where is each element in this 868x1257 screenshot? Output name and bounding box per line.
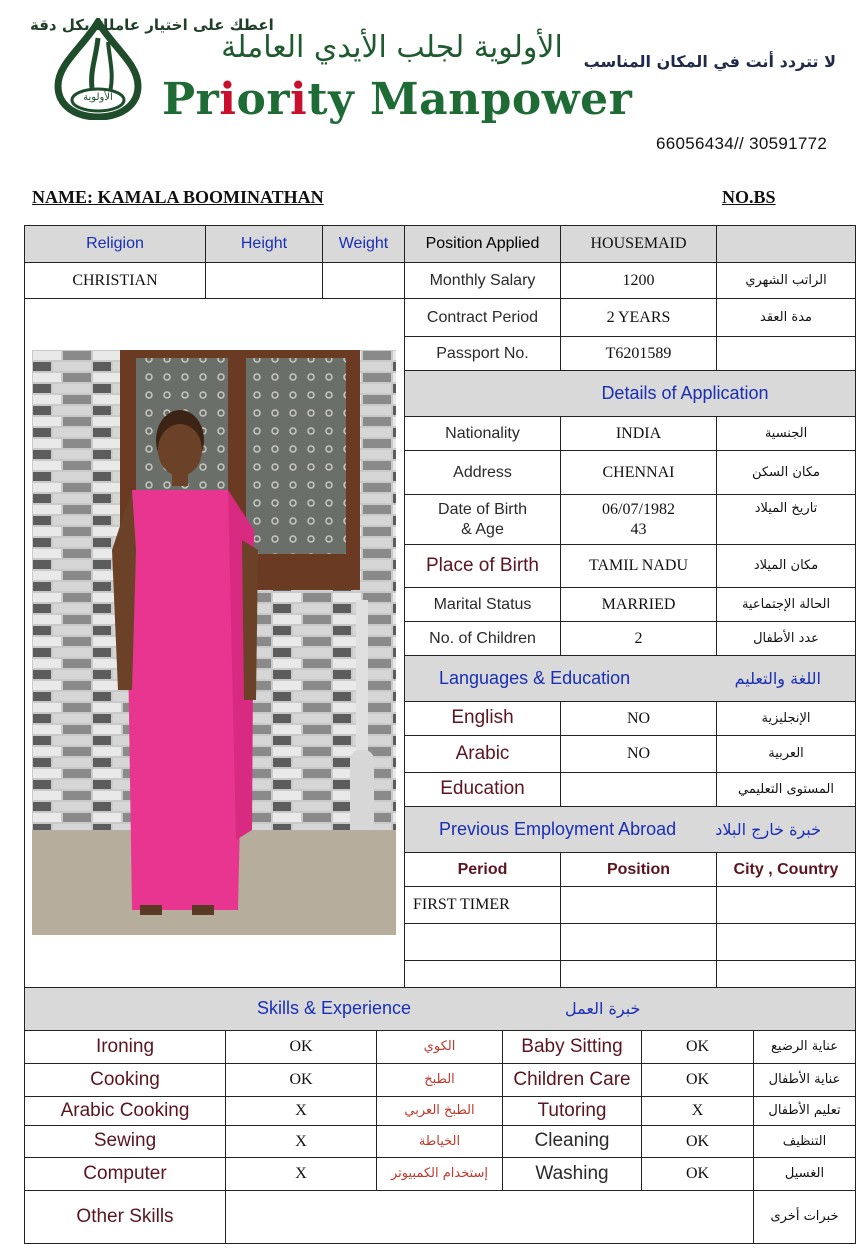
arabic-label: Arabic <box>404 735 561 773</box>
dob-label-line2: & Age <box>461 520 504 538</box>
marital-label: Marital Status <box>404 587 561 622</box>
passport-value: T6201589 <box>560 336 717 371</box>
skill-tutoring-value: X <box>641 1096 754 1126</box>
header-tagline: اعطك على اختيار عاملك بكل دقة <box>30 16 274 34</box>
dob-label-line1: Date of Birth <box>438 501 527 519</box>
nationality-arabic: الجنسية <box>716 416 856 451</box>
education-value <box>560 772 717 807</box>
brand-part-accent: i <box>219 74 237 125</box>
employment-header <box>404 806 856 853</box>
nationality-label: Nationality <box>404 416 561 451</box>
english-arabic: الإنجليزية <box>716 701 856 736</box>
languages-header <box>404 655 856 702</box>
slogan: لا تتردد أنت في المكان المناسب <box>583 52 836 71</box>
skill-childcare-arabic: عناية الأطفال <box>753 1063 856 1097</box>
education-label: Education <box>404 772 561 807</box>
employment-row-position <box>560 886 717 924</box>
skill-tutoring-arabic: تعليم الأطفال <box>753 1096 856 1126</box>
logo-drop-icon <box>52 18 144 120</box>
skill-arabic-cooking-arabic: الطبخ العربي <box>376 1096 503 1126</box>
english-label: English <box>404 701 561 736</box>
skill-washing-value: OK <box>641 1157 754 1191</box>
skill-washing-label: Washing <box>502 1157 642 1191</box>
height-value <box>205 262 323 299</box>
employment-title: Previous Employment Abroad <box>439 818 677 839</box>
marital-value: MARRIED <box>560 587 717 622</box>
salary-arabic: الراتب الشهري <box>716 262 856 299</box>
details-title: Details of Application <box>404 370 856 417</box>
birthplace-arabic: مكان الميلاد <box>716 544 856 588</box>
address-arabic: مكان السكن <box>716 450 856 495</box>
employment-position-header: Position <box>560 852 717 887</box>
children-value: 2 <box>560 621 717 656</box>
employment-city-header: City , Country <box>716 852 856 887</box>
logo-text: الأولوية <box>83 92 113 103</box>
birthplace-label: Place of Birth <box>404 544 561 588</box>
religion-header: Religion <box>24 225 206 263</box>
contract-arabic: مدة العقد <box>716 298 856 337</box>
candidate-number: NO.BS <box>722 187 776 207</box>
children-label: No. of Children <box>404 621 561 656</box>
skill-babysitting-value: OK <box>641 1030 754 1064</box>
address-value: CHENNAI <box>560 450 717 495</box>
skill-childcare-label: Children Care <box>502 1063 642 1097</box>
brand-name-arabic: الأولوية لجلب الأيدي العاملة <box>221 30 563 65</box>
weight-value <box>322 262 405 299</box>
other-skills-label: Other Skills <box>24 1190 226 1244</box>
position-label: Position Applied <box>404 225 561 263</box>
brand-name-english <box>162 74 632 125</box>
candidate-photo-illustration <box>32 350 396 935</box>
candidate-photo <box>32 350 396 935</box>
arabic-arabic: العربية <box>716 735 856 773</box>
candidate-name: NAME: KAMALA BOOMINATHAN <box>32 187 324 207</box>
brand-part: ty Manpower <box>307 74 633 125</box>
skill-ironing-value: OK <box>225 1030 377 1064</box>
languages-title: Languages & Education <box>439 667 631 688</box>
skills-header <box>24 987 856 1031</box>
skill-cooking-label: Cooking <box>24 1063 226 1097</box>
employment-row-position <box>560 960 717 988</box>
languages-title-arabic: اللغة والتعليم <box>734 668 821 688</box>
address-label: Address <box>404 450 561 495</box>
skill-babysitting-arabic: عناية الرضيع <box>753 1030 856 1064</box>
skills-title: Skills & Experience <box>257 998 412 1019</box>
employment-row-city <box>716 960 856 988</box>
position-value: HOUSEMAID <box>560 225 717 263</box>
position-arabic-cell <box>716 225 856 263</box>
company-logo <box>52 18 144 120</box>
employment-period-header: Period <box>404 852 561 887</box>
marital-arabic: الحالة الإجتماعية <box>716 587 856 622</box>
skill-sewing-arabic: الخياطة <box>376 1125 503 1158</box>
other-skills-value <box>225 1190 754 1244</box>
birthplace-value: TAMIL NADU <box>560 544 717 588</box>
skill-sewing-label: Sewing <box>24 1125 226 1158</box>
dob-date: 06/07/1982 <box>602 501 675 519</box>
dob-value <box>560 494 717 545</box>
skill-tutoring-label: Tutoring <box>502 1096 642 1126</box>
phone-numbers: 66056434// 30591772 <box>656 134 828 153</box>
employment-title-arabic: خبرة خارج البلاد <box>715 819 821 839</box>
skill-computer-arabic: إستخدام الكمبيوتر <box>376 1157 503 1191</box>
english-value: NO <box>560 701 717 736</box>
skill-childcare-value: OK <box>641 1063 754 1097</box>
skill-cleaning-label: Cleaning <box>502 1125 642 1158</box>
nationality-value: INDIA <box>560 416 717 451</box>
brand-part-accent: i <box>290 74 308 125</box>
skill-cleaning-value: OK <box>641 1125 754 1158</box>
salary-label: Monthly Salary <box>404 262 561 299</box>
passport-label: Passport No. <box>404 336 561 371</box>
skill-washing-arabic: الغسيل <box>753 1157 856 1191</box>
passport-arabic <box>716 336 856 371</box>
skill-ironing-arabic: الكوي <box>376 1030 503 1064</box>
employment-row-period <box>404 960 561 988</box>
skill-cooking-value: OK <box>225 1063 377 1097</box>
contract-label: Contract Period <box>404 298 561 337</box>
age-value: 43 <box>630 520 647 538</box>
employment-row-period: FIRST TIMER <box>404 886 561 924</box>
employment-row-city <box>716 923 856 961</box>
employment-row-period <box>404 923 561 961</box>
skill-computer-label: Computer <box>24 1157 226 1191</box>
employment-row-city <box>716 886 856 924</box>
brand-part: or <box>236 74 291 125</box>
skill-arabic-cooking-label: Arabic Cooking <box>24 1096 226 1126</box>
children-arabic: عدد الأطفال <box>716 621 856 656</box>
salary-value: 1200 <box>560 262 717 299</box>
contract-value: 2 YEARS <box>560 298 717 337</box>
skill-sewing-value: X <box>225 1125 377 1158</box>
dob-arabic: تاريخ الميلاد <box>716 494 856 545</box>
skills-title-arabic: خبرة العمل <box>565 999 641 1019</box>
brand-part: Pr <box>162 74 220 125</box>
dob-label <box>404 494 561 545</box>
weight-header: Weight <box>322 225 405 263</box>
education-arabic: المستوى التعليمي <box>716 772 856 807</box>
religion-value: CHRISTIAN <box>24 262 206 299</box>
other-skills-arabic: خبرات أخرى <box>753 1190 856 1244</box>
employment-row-position <box>560 923 717 961</box>
skill-ironing-label: Ironing <box>24 1030 226 1064</box>
skill-cleaning-arabic: التنظيف <box>753 1125 856 1158</box>
skill-computer-value: X <box>225 1157 377 1191</box>
height-header: Height <box>205 225 323 263</box>
arabic-value: NO <box>560 735 717 773</box>
skill-cooking-arabic: الطبخ <box>376 1063 503 1097</box>
skill-arabic-cooking-value: X <box>225 1096 377 1126</box>
skill-babysitting-label: Baby Sitting <box>502 1030 642 1064</box>
